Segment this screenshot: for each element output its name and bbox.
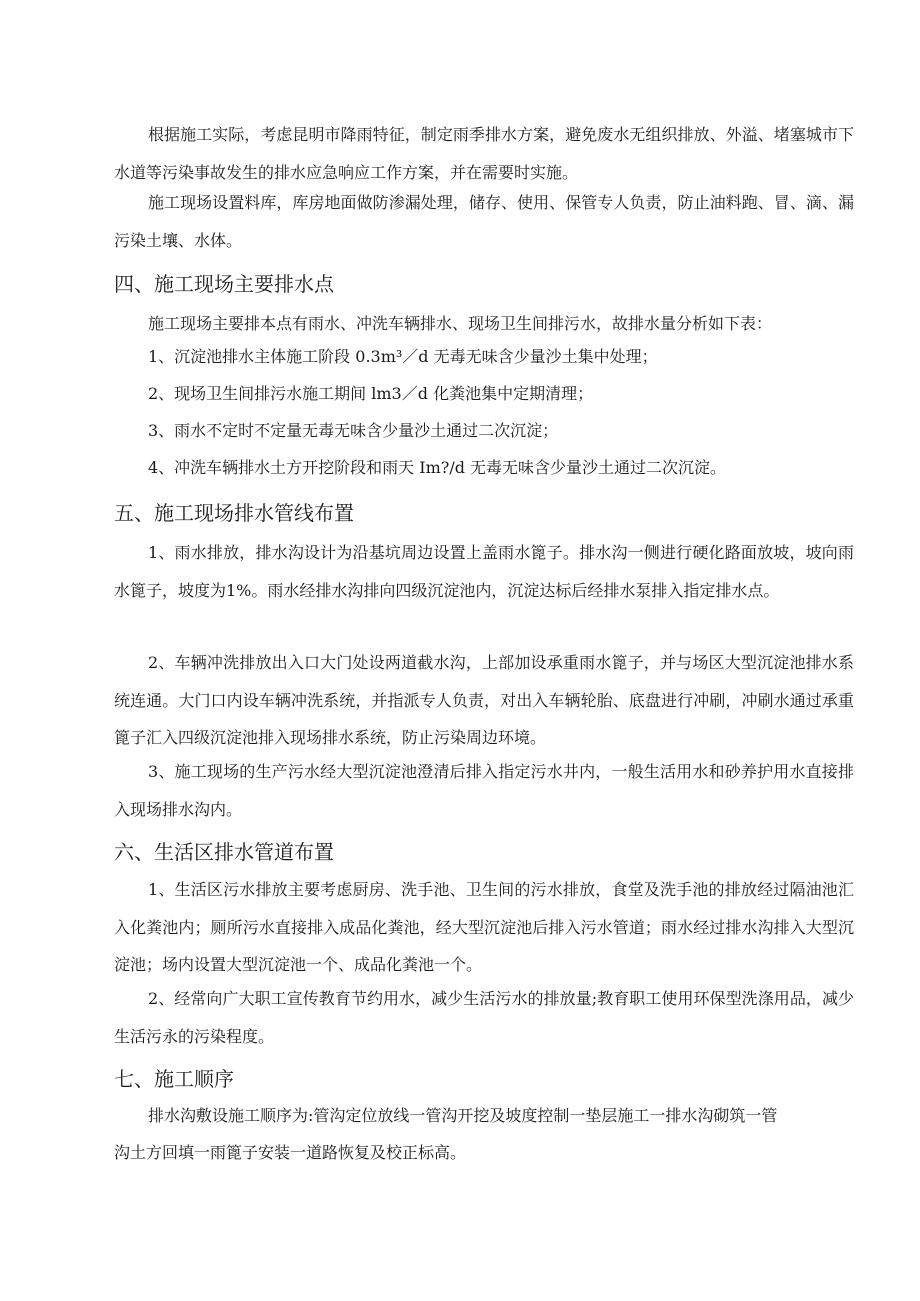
- paragraph-rainy-season-plan: 根据施工实际，考虑昆明市降雨特征，制定雨季排水方案，避免废水无组织排放、外溢、堵塞城市下水道等污染事故发生的排水应急响应工作方案，并在需要时实施。: [114, 125, 854, 182]
- section7-line-1: 排水沟敷设施工顺序为:管沟定位放线一管沟开挖及坡度控制一垫层施工一排水沟砌筑一管: [148, 1106, 778, 1125]
- drain-item-2: 2、现场卫生间排污水施工期间 lm3／d 化粪池集中定期清理；: [148, 384, 594, 403]
- section-heading-6: 六、生活区排水管道布置: [114, 840, 334, 864]
- section6-para-2: 2、经常向广大职工宣传教育节约用水，减少生活污水的排放量;教育职工使用环保型洗涤用品，减少生活污永的污染程度。: [114, 989, 854, 1046]
- paragraph-material-storage: 施工现场设置料库，库房地面做防渗漏处理，储存、使用、保管专人负责，防止油料跑、冒、滴、漏污染土壤、水体。: [114, 193, 854, 250]
- section-heading-5: 五、施工现场排水管线布置: [114, 501, 354, 525]
- drain-item-1: 1、沉淀池排水主体施工阶段 0.3m³／d 无毒无味含少量沙土集中处理；: [148, 347, 658, 366]
- section-heading-7: 七、施工顺序: [114, 1067, 234, 1091]
- drain-item-3: 3、雨水不定时不定量无毒无味含少量沙土通过二次沉淀；: [148, 421, 559, 440]
- section-heading-4: 四、施工现场主要排水点: [114, 272, 334, 296]
- section5-para-2: 2、车辆冲洗排放出入口大门处设两道截水沟，上部加设承重雨水篦子，并与场区大型沉淀池排水系统连通。大门口内设车辆冲洗系统，并指派专人负责，对出入车辆轮胎、底盘进行冲刷，冲刷水通过承重篦子汇入四级沉淀池排入现场排水系统，防止污染周边环境。: [114, 653, 854, 747]
- drain-item-4: 4、冲洗车辆排水土方开挖阶段和雨天 Im?/d 无毒无味含少量沙土通过二次沉淀。: [148, 458, 727, 477]
- section6-para-1: 1、生活区污水排放主要考虑厨房、洗手池、卫生间的污水排放，食堂及洗手池的排放经过隔油池汇入化粪池内；厕所污水直接排入成品化粪池，经大型沉淀池后排入污水管道；雨水经过排水沟排入大型沉淀池；场内设置大型沉淀池一个、成品化粪池一个。: [114, 880, 854, 974]
- section7-line-2: 沟土方回填一雨篦子安装一道路恢复及校正标高。: [114, 1143, 467, 1162]
- section5-para-1: 1、雨水排放，排水沟设计为沿基坑周边设置上盖雨水篦子。排水沟一侧进行硬化路面放坡，坡向雨水篦子，坡度为1%。雨水经排水沟排向四级沉淀池内，沉淀达标后经排水泵排入指定排水点。: [114, 543, 854, 600]
- section5-para-3: 3、施工现场的生产污水经大型沉淀池澄清后排入指定污水井内，一般生活用水和砂养护用水直接排入现场排水沟内。: [114, 762, 854, 819]
- section4-intro: 施工现场主要排本点有雨水、冲洗车辆排水、现场卫生间排污水，故排水量分析如下表：: [148, 314, 773, 333]
